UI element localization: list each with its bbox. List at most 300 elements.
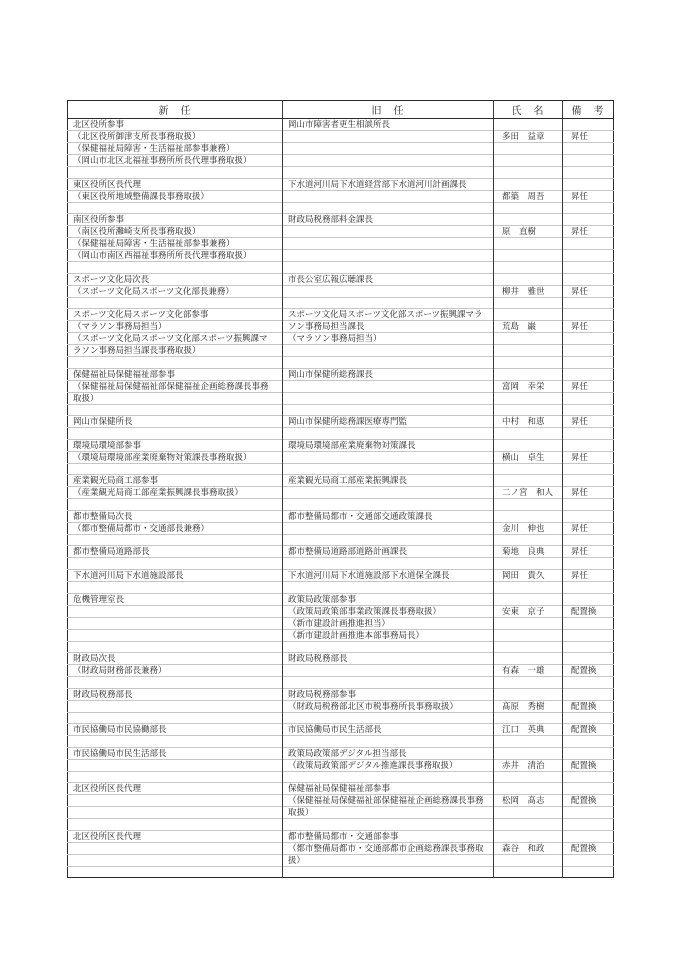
cell-note [563,617,614,629]
cell-note [563,439,614,451]
cell-new-post: 財政局次長 [68,653,283,665]
table-row [68,700,614,712]
cell-old-post: 扱） [283,854,494,866]
cell-note [563,309,614,321]
cell-note [563,345,614,357]
cell-note: 昇任 [563,131,614,143]
col-header-name: 氏 名 [494,101,563,119]
cell-note: 配置換 [563,665,614,677]
cell-name [494,273,563,285]
table-row [68,653,614,665]
cell-name [494,238,563,250]
cell-note: 昇任 [563,285,614,297]
col-header-new-post: 新 任 [68,101,283,119]
cell-old-post [283,250,494,262]
cell-new-post [68,534,283,546]
table-row [68,131,614,143]
cell-new-post [68,357,283,369]
cell-new-post [68,558,283,570]
cell-new-post: （マラソン事務局担当） [68,321,283,333]
cell-new-post [68,759,283,771]
cell-note [563,593,614,605]
cell-new-post [68,428,283,440]
cell-new-post: スポーツ文化局次長 [68,273,283,285]
table-row [68,404,614,416]
cell-note: 昇任 [563,416,614,428]
cell-name [494,368,563,380]
cell-name [494,819,563,831]
cell-new-post: 産業観光局商工部参事 [68,475,283,487]
table-row [68,830,614,842]
table-row [68,190,614,202]
cell-old-post [283,487,494,499]
cell-note [563,641,614,653]
cell-new-post [68,262,283,274]
cell-old-post [283,167,494,179]
table-row [68,759,614,771]
personnel-change-table-wrap [67,100,614,878]
cell-old-post [283,345,494,357]
cell-new-post [68,582,283,594]
cell-new-post: （都市整備局都市・交通部長兼務） [68,522,283,534]
cell-old-post: 保健福祉局保健福祉部参事 [283,783,494,795]
cell-new-post: ラソン事務局担当課長事務取扱） [68,345,283,357]
table-row [68,842,614,854]
cell-note: 昇任 [563,570,614,582]
cell-note [563,854,614,866]
table-row [68,428,614,440]
table-row [68,463,614,475]
cell-name [494,783,563,795]
cell-name [494,677,563,689]
table-row [68,309,614,321]
cell-old-post [283,463,494,475]
cell-new-post: 岡山市保健所長 [68,416,283,428]
cell-new-post: 北区役所区長代理 [68,830,283,842]
cell-old-post: 都市整備局都市・交通部交通政策課長 [283,510,494,522]
table-row [68,712,614,724]
cell-old-post: 都市整備局道路部道路計画課長 [283,546,494,558]
cell-new-post: （岡山市北区北福祉事務所所長代理事務取扱） [68,155,283,167]
cell-new-post [68,736,283,748]
cell-name [494,510,563,522]
cell-old-post [283,665,494,677]
cell-note [563,677,614,689]
cell-name [494,250,563,262]
cell-old-post [283,819,494,831]
table-row [68,605,614,617]
cell-name: 都築 周吾 [494,190,563,202]
cell-name [494,688,563,700]
cell-old-post [283,285,494,297]
cell-old-post [283,238,494,250]
cell-note [563,463,614,475]
table-row [68,262,614,274]
cell-old-post [283,155,494,167]
cell-name [494,143,563,155]
cell-note: 昇任 [563,546,614,558]
cell-note [563,428,614,440]
cell-name [494,807,563,819]
table-row [68,273,614,285]
cell-name [494,214,563,226]
table-row [68,546,614,558]
cell-name [494,653,563,665]
cell-old-post [283,392,494,404]
table-row [68,250,614,262]
cell-name: 安東 京子 [494,605,563,617]
table-row [68,380,614,392]
table-row [68,226,614,238]
table-row [68,582,614,594]
cell-note [563,819,614,831]
cell-name: 二ノ宮 和人 [494,487,563,499]
cell-name: 松岡 髙志 [494,795,563,807]
cell-name: 横山 卓生 [494,451,563,463]
table-row [68,487,614,499]
cell-name [494,178,563,190]
cell-old-post: 下水道河川局下水道経営部下水道河川計画課長 [283,178,494,190]
col-header-remarks: 備 考 [563,101,614,119]
table-row [68,866,614,878]
cell-old-post: （保健福祉局保健福祉部保健福祉企画総務課長事務 [283,795,494,807]
cell-name [494,428,563,440]
cell-old-post [283,190,494,202]
cell-note [563,534,614,546]
table-row [68,202,614,214]
table-row [68,357,614,369]
cell-old-post [283,558,494,570]
table-row [68,677,614,689]
table-row [68,570,614,582]
cell-new-post: 都市整備局次長 [68,510,283,522]
cell-name [494,771,563,783]
cell-note [563,866,614,878]
cell-new-post [68,605,283,617]
cell-old-post: 岡山市保健所総務課医療専門監 [283,416,494,428]
table-row [68,510,614,522]
cell-name [494,854,563,866]
table-row [68,416,614,428]
cell-name [494,534,563,546]
cell-old-post: （新市建設計画推進担当） [283,617,494,629]
cell-note: 昇任 [563,321,614,333]
cell-new-post [68,866,283,878]
table-row [68,178,614,190]
cell-note [563,747,614,759]
cell-note [563,712,614,724]
table-row [68,345,614,357]
cell-new-post [68,771,283,783]
cell-note: 昇任 [563,522,614,534]
cell-new-post: 東区役所区長代理 [68,178,283,190]
table-row [68,819,614,831]
table-row [68,783,614,795]
cell-old-post [283,428,494,440]
cell-new-post: （岡山市南区西福祉事務所所長代理事務取扱） [68,250,283,262]
cell-note [563,155,614,167]
cell-note: 昇任 [563,226,614,238]
cell-new-post: （環境局環境部産業廃棄物対策課長事務取扱） [68,451,283,463]
cell-old-post [283,131,494,143]
cell-new-post: スポーツ文化局スポーツ文化部参事 [68,309,283,321]
cell-name: 髙原 秀樹 [494,700,563,712]
table-row [68,558,614,570]
cell-note [563,510,614,522]
cell-name: 多田 益章 [494,131,563,143]
cell-note [563,119,614,131]
cell-new-post: 下水道河川局下水道施設部長 [68,570,283,582]
cell-name [494,439,563,451]
cell-name: 荒島 巌 [494,321,563,333]
cell-new-post [68,712,283,724]
table-row [68,534,614,546]
cell-name [494,866,563,878]
table-row [68,854,614,866]
cell-new-post: 北区役所参事 [73,119,125,129]
cell-name [494,155,563,167]
cell-note: 配置換 [563,842,614,854]
cell-old-post [283,297,494,309]
cell-old-post [283,451,494,463]
table-row [68,321,614,333]
cell-new-post: 財政局税務部長 [68,688,283,700]
cell-name [494,475,563,487]
cell-old-post: ソン事務局担当課長 [283,321,494,333]
table-row [68,688,614,700]
personnel-table-body [68,119,614,878]
cell-name [494,830,563,842]
cell-new-post: 市民協働局市民生活部長 [68,747,283,759]
table-row [68,499,614,511]
cell-name [494,357,563,369]
table-row [68,665,614,677]
cell-new-post: （北区役所御津支所長事務取扱） [68,131,283,143]
cell-name: 富岡 幸栄 [494,380,563,392]
cell-name [494,736,563,748]
cell-new-post [68,629,283,641]
cell-old-post [283,641,494,653]
cell-name [494,404,563,416]
table-row [68,451,614,463]
cell-old-post [283,712,494,724]
cell-new-post: （保健福祉局障害・生活福祉部参事兼務） [68,238,283,250]
cell-name [494,617,563,629]
cell-note [563,202,614,214]
table-row [68,736,614,748]
table-row [68,641,614,653]
cell-name: 原 直樹 [494,226,563,238]
cell-old-post: （財政局税務部北区市税事務所長事務取扱） [283,700,494,712]
cell-new-post [68,819,283,831]
cell-name [494,747,563,759]
personnel-change-table [67,100,614,878]
cell-new-post: 保健福祉局保健福祉部参事 [68,368,283,380]
table-row [68,214,614,226]
cell-old-post [283,582,494,594]
cell-name [494,593,563,605]
table-row [68,297,614,309]
cell-new-post [68,807,283,819]
cell-note [563,771,614,783]
cell-name: 中村 和恵 [494,416,563,428]
cell-old-post [283,202,494,214]
cell-old-post: （マラソン事務局担当） [283,333,494,345]
cell-new-post: （スポーツ文化局スポーツ文化部スポーツ振興課マ [68,333,283,345]
cell-note: 昇任 [563,380,614,392]
cell-new-post [68,641,283,653]
table-row [68,392,614,404]
cell-name [494,345,563,357]
table-row [68,593,614,605]
cell-new-post: 環境局環境部参事 [68,439,283,451]
cell-new-post: 市民協働局市民協働部長 [68,724,283,736]
cell-new-post: 南区役所参事 [68,214,283,226]
table-row [68,333,614,345]
cell-new-post: （南区役所灘崎支所長事務取扱） [68,226,283,238]
cell-note [563,297,614,309]
cell-old-post: 都市整備局都市・交通部参事 [283,830,494,842]
cell-old-post [283,143,494,155]
cell-new-post [68,795,283,807]
cell-old-post [283,677,494,689]
table-row [68,439,614,451]
table-row [68,119,614,131]
table-row [68,167,614,179]
cell-note: 昇任 [563,190,614,202]
cell-note: 昇任 [563,487,614,499]
cell-old-post: 岡山市障害者更生相談所長 [283,119,494,131]
cell-note [563,404,614,416]
cell-old-post [283,380,494,392]
table-header [68,101,614,119]
cell-name [494,167,563,179]
cell-new-post: （東区役所地域整備課長事務取扱） [68,190,283,202]
cell-note [563,273,614,285]
cell-name [494,463,563,475]
cell-old-post: 下水道河川局下水道施設部下水道保全課長 [283,570,494,582]
cell-new-post: （スポーツ文化局スポーツ文化部長兼務） [68,285,283,297]
cell-old-post [283,522,494,534]
cell-name [494,641,563,653]
cell-new-post [68,854,283,866]
cell-note [563,736,614,748]
cell-note [563,357,614,369]
cell-note: 配置換 [563,700,614,712]
table-row [68,143,614,155]
cell-old-post: （政策局政策部デジタル推進課長事務取扱） [283,759,494,771]
cell-old-post [283,262,494,274]
cell-note [563,499,614,511]
cell-new-post [68,463,283,475]
cell-name [494,119,563,131]
cell-old-post: 取扱） [283,807,494,819]
cell-old-post [283,534,494,546]
cell-note [563,368,614,380]
cell-note: 配置換 [563,795,614,807]
cell-name: 赤井 清治 [494,759,563,771]
cell-new-post [68,617,283,629]
table-row [68,747,614,759]
cell-note: 配置換 [563,605,614,617]
cell-note [563,392,614,404]
table-row [68,155,614,167]
cell-old-post [283,736,494,748]
cell-old-post: 財政局税務部料金課長 [283,214,494,226]
cell-name [494,582,563,594]
cell-new-post [68,202,283,214]
cell-new-post: （保健福祉局障害・生活福祉部参事兼務） [68,143,283,155]
cell-note [563,653,614,665]
cell-note: 配置換 [563,724,614,736]
cell-new-post: （産業観光局商工部産業振興課長事務取扱） [68,487,283,499]
cell-new-post: 北区役所区長代理 [68,783,283,795]
table-row [68,238,614,250]
cell-old-post: 政策局政策部参事 [283,593,494,605]
cell-old-post: 政策局政策部デジタル担当部長 [283,747,494,759]
cell-old-post: 産業観光局商工部産業振興課長 [283,475,494,487]
cell-old-post [283,226,494,238]
table-row [68,724,614,736]
cell-old-post: （都市整備局都市・交通部都市企画総務課長事務取 [283,842,494,854]
cell-old-post: スポーツ文化局スポーツ文化部スポーツ振興課マラ [283,309,494,321]
cell-new-post: 危機管理室長 [68,593,283,605]
cell-note [563,178,614,190]
cell-note [563,333,614,345]
cell-old-post: 市長公室広報広聴課長 [283,273,494,285]
cell-name [494,499,563,511]
cell-note [563,475,614,487]
cell-note [563,238,614,250]
cell-new-post: 都市整備局道路部長 [68,546,283,558]
cell-name: 江口 英典 [494,724,563,736]
cell-new-post [68,700,283,712]
cell-name: 森谷 和政 [494,842,563,854]
cell-old-post [283,866,494,878]
table-row [68,368,614,380]
table-row [68,807,614,819]
cell-note: 昇任 [563,451,614,463]
cell-name [494,333,563,345]
cell-name: 金川 伸也 [494,522,563,534]
table-row [68,629,614,641]
cell-note [563,250,614,262]
cell-note [563,582,614,594]
table-row [68,285,614,297]
cell-name: 岡田 貴久 [494,570,563,582]
cell-new-post [68,842,283,854]
table-row [68,475,614,487]
cell-old-post [283,771,494,783]
cell-note [563,807,614,819]
cell-old-post: 岡山市保健所総務課長 [283,368,494,380]
cell-name [494,558,563,570]
cell-name [494,629,563,641]
cell-new-post: （財政局財務部長兼務） [68,665,283,677]
cell-name [494,712,563,724]
cell-note [563,558,614,570]
cell-note [563,214,614,226]
cell-old-post [283,357,494,369]
cell-new-post [68,404,283,416]
cell-new-post [68,677,283,689]
cell-old-post [283,404,494,416]
cell-name: 柳井 雅世 [494,285,563,297]
cell-old-post: 市民協働局市民生活部長 [283,724,494,736]
cell-note: 配置換 [563,759,614,771]
table-row [68,522,614,534]
cell-name [494,262,563,274]
